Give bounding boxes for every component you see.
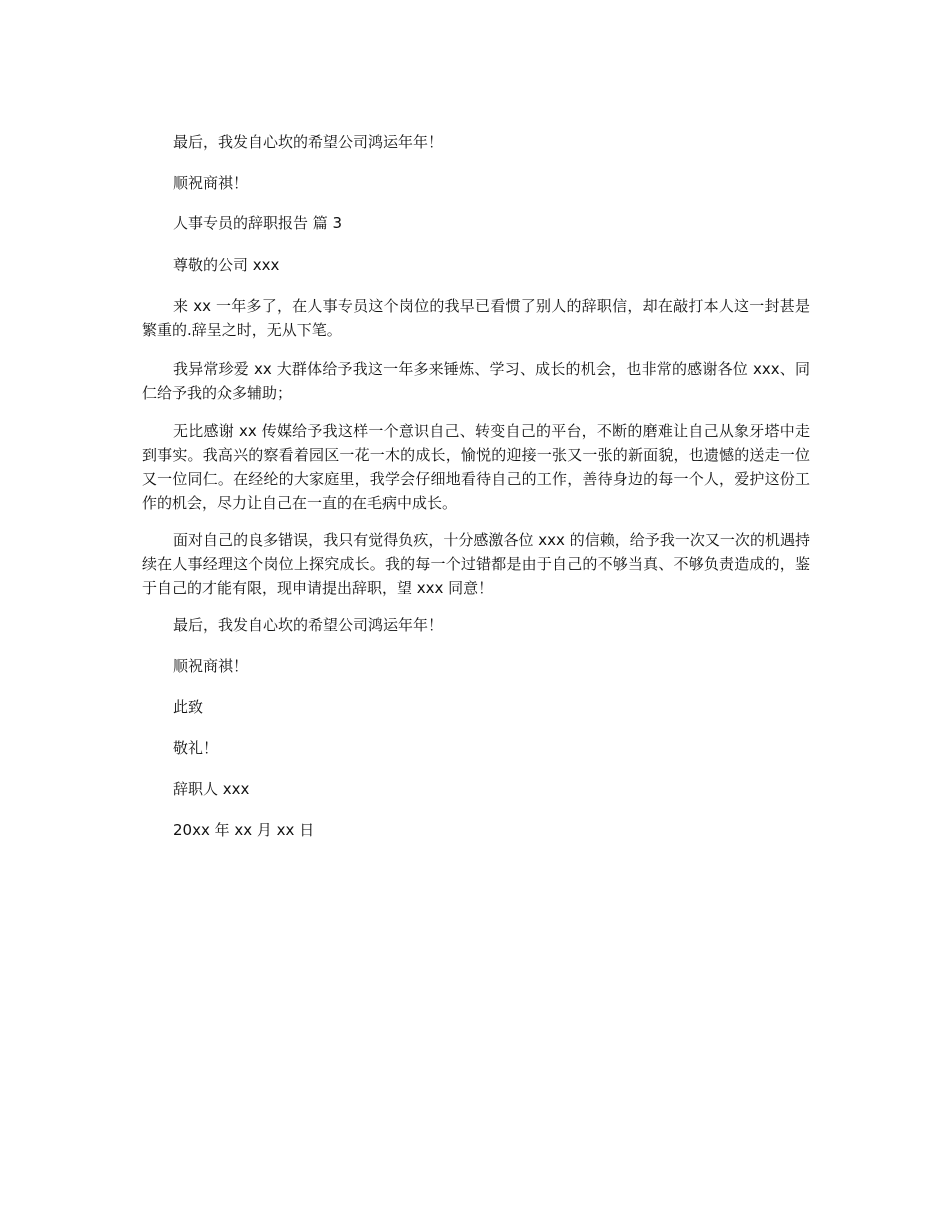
wish-line: 顺祝商祺！ [173,657,249,675]
signer: 辞职人 xxx [173,780,250,798]
paragraph-1: 来 xx 一年多了，在人事专员这个岗位的我早已看惯了别人的辞职信，却在敲打本人这一封甚是繁重的.辞呈之时，无从下笔。 [142,297,810,339]
paragraph-4: 面对自己的良多错误，我只有觉得负疚，十分感激各位 xxx 的信赖，给予我一次又一次的机遇持续在人事经理这个岗位上探究成长。我的每一个过错都是由于自己的不够当真、不够负责造成的，鉴于自己的才能有限，现申请提出辞职，望 xxx 同意！ [142,531,810,597]
wish-line-top: 顺祝商祺！ [173,174,249,192]
section-heading: 人事专员的辞职报告 篇 3 [173,214,343,232]
closing-line-top: 最后，我发自心坎的希望公司鸿运年年！ [173,133,444,151]
regards-line-2: 敬礼！ [173,739,219,757]
regards-line-1: 此致 [173,698,204,716]
closing-line: 最后，我发自心坎的希望公司鸿运年年！ [173,616,444,634]
paragraph-3: 无比感谢 xx 传媒给予我这样一个意识自己、转变自己的平台，不断的磨难让自己从象牙塔中走到事实。我高兴的察看着园区一花一木的成长，愉悦的迎接一张又一张的新面貌，也遗憾的送走一位又一位同仁。在经纶的大家庭里，我学会仔细地看待自己的工作，善待身边的每一个人，爱护这份工作的机会，尽力让自己在一直的在毛病中成长。 [142,422,810,512]
paragraph-2: 我异常珍爱 xx 大群体给予我这一年多来锤炼、学习、成长的机会，也非常的感谢各位 xxx、同仁给予我的众多辅助； [142,360,810,402]
date-line: 20xx 年 xx 月 xx 日 [173,821,315,839]
salutation: 尊敬的公司 xxx [173,256,280,274]
